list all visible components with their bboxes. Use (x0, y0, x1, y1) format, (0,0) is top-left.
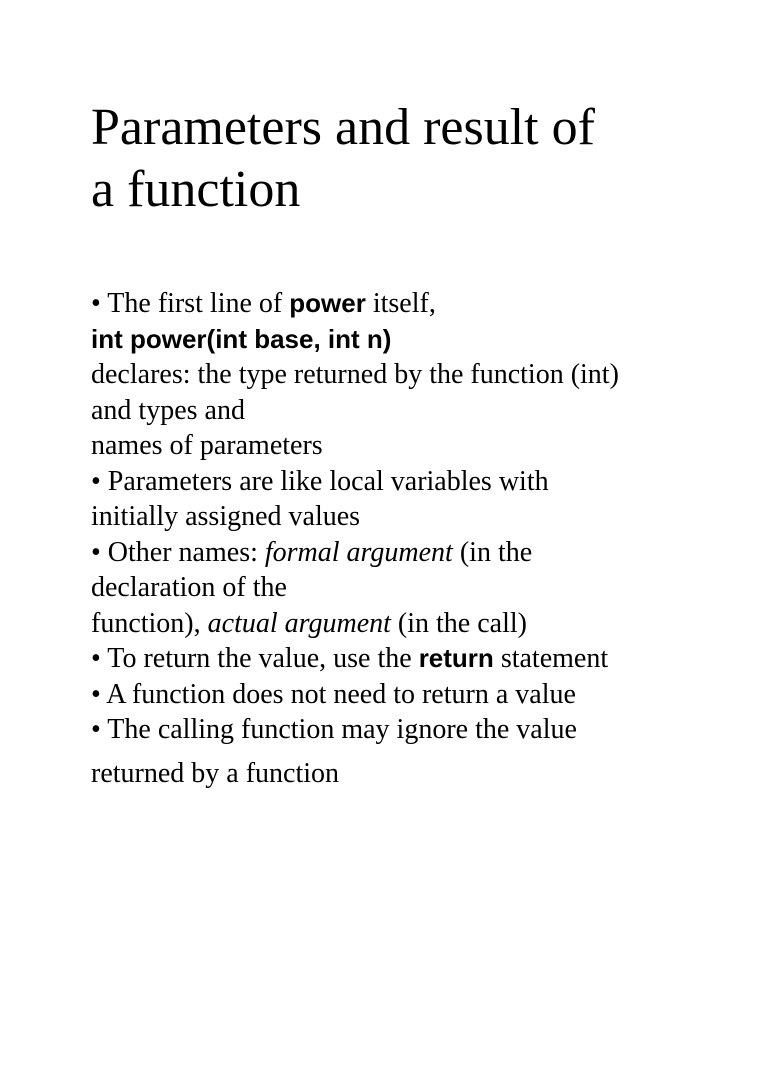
text-line: declares: the type returned by the function (int) (91, 359, 619, 390)
title-line-1: Parameters and result of (91, 99, 595, 156)
text-line: and types and (91, 394, 245, 426)
text-line: initially assigned values (91, 501, 361, 532)
text-line: declaration of the (91, 572, 287, 603)
text-run: (in the (452, 536, 533, 568)
keyword-return: return (418, 643, 494, 673)
text-run: (in the call) (390, 607, 527, 639)
keyword-power: power (289, 288, 366, 318)
bullet-other-names (91, 535, 731, 571)
text-line: returned by a function (91, 757, 340, 789)
italic-term: actual argument (207, 607, 391, 639)
text-run: • To return the value, use the (91, 643, 419, 674)
text-line: names of parameters (91, 430, 323, 461)
text-line (91, 606, 731, 642)
title-line-2: a function (91, 161, 301, 218)
text-run: function), (91, 607, 208, 639)
bullet-no-return: • A function does not need to return a value (91, 678, 576, 710)
text-run: itself, (365, 288, 436, 319)
page-title (91, 97, 711, 221)
text-run: • The first line of (91, 288, 290, 319)
body-text (91, 286, 731, 794)
bullet-first-line (91, 286, 731, 322)
bullet-return (91, 641, 731, 677)
bullet-ignore-value: • The calling function may ignore the value (91, 714, 577, 745)
italic-term: formal argument (264, 536, 453, 568)
text-run: • Other names: (91, 536, 265, 568)
text-run: statement (493, 643, 609, 674)
bullet-parameters: • Parameters are like local variables with (91, 465, 549, 497)
code-signature: int power(int base, int n) (91, 323, 392, 354)
